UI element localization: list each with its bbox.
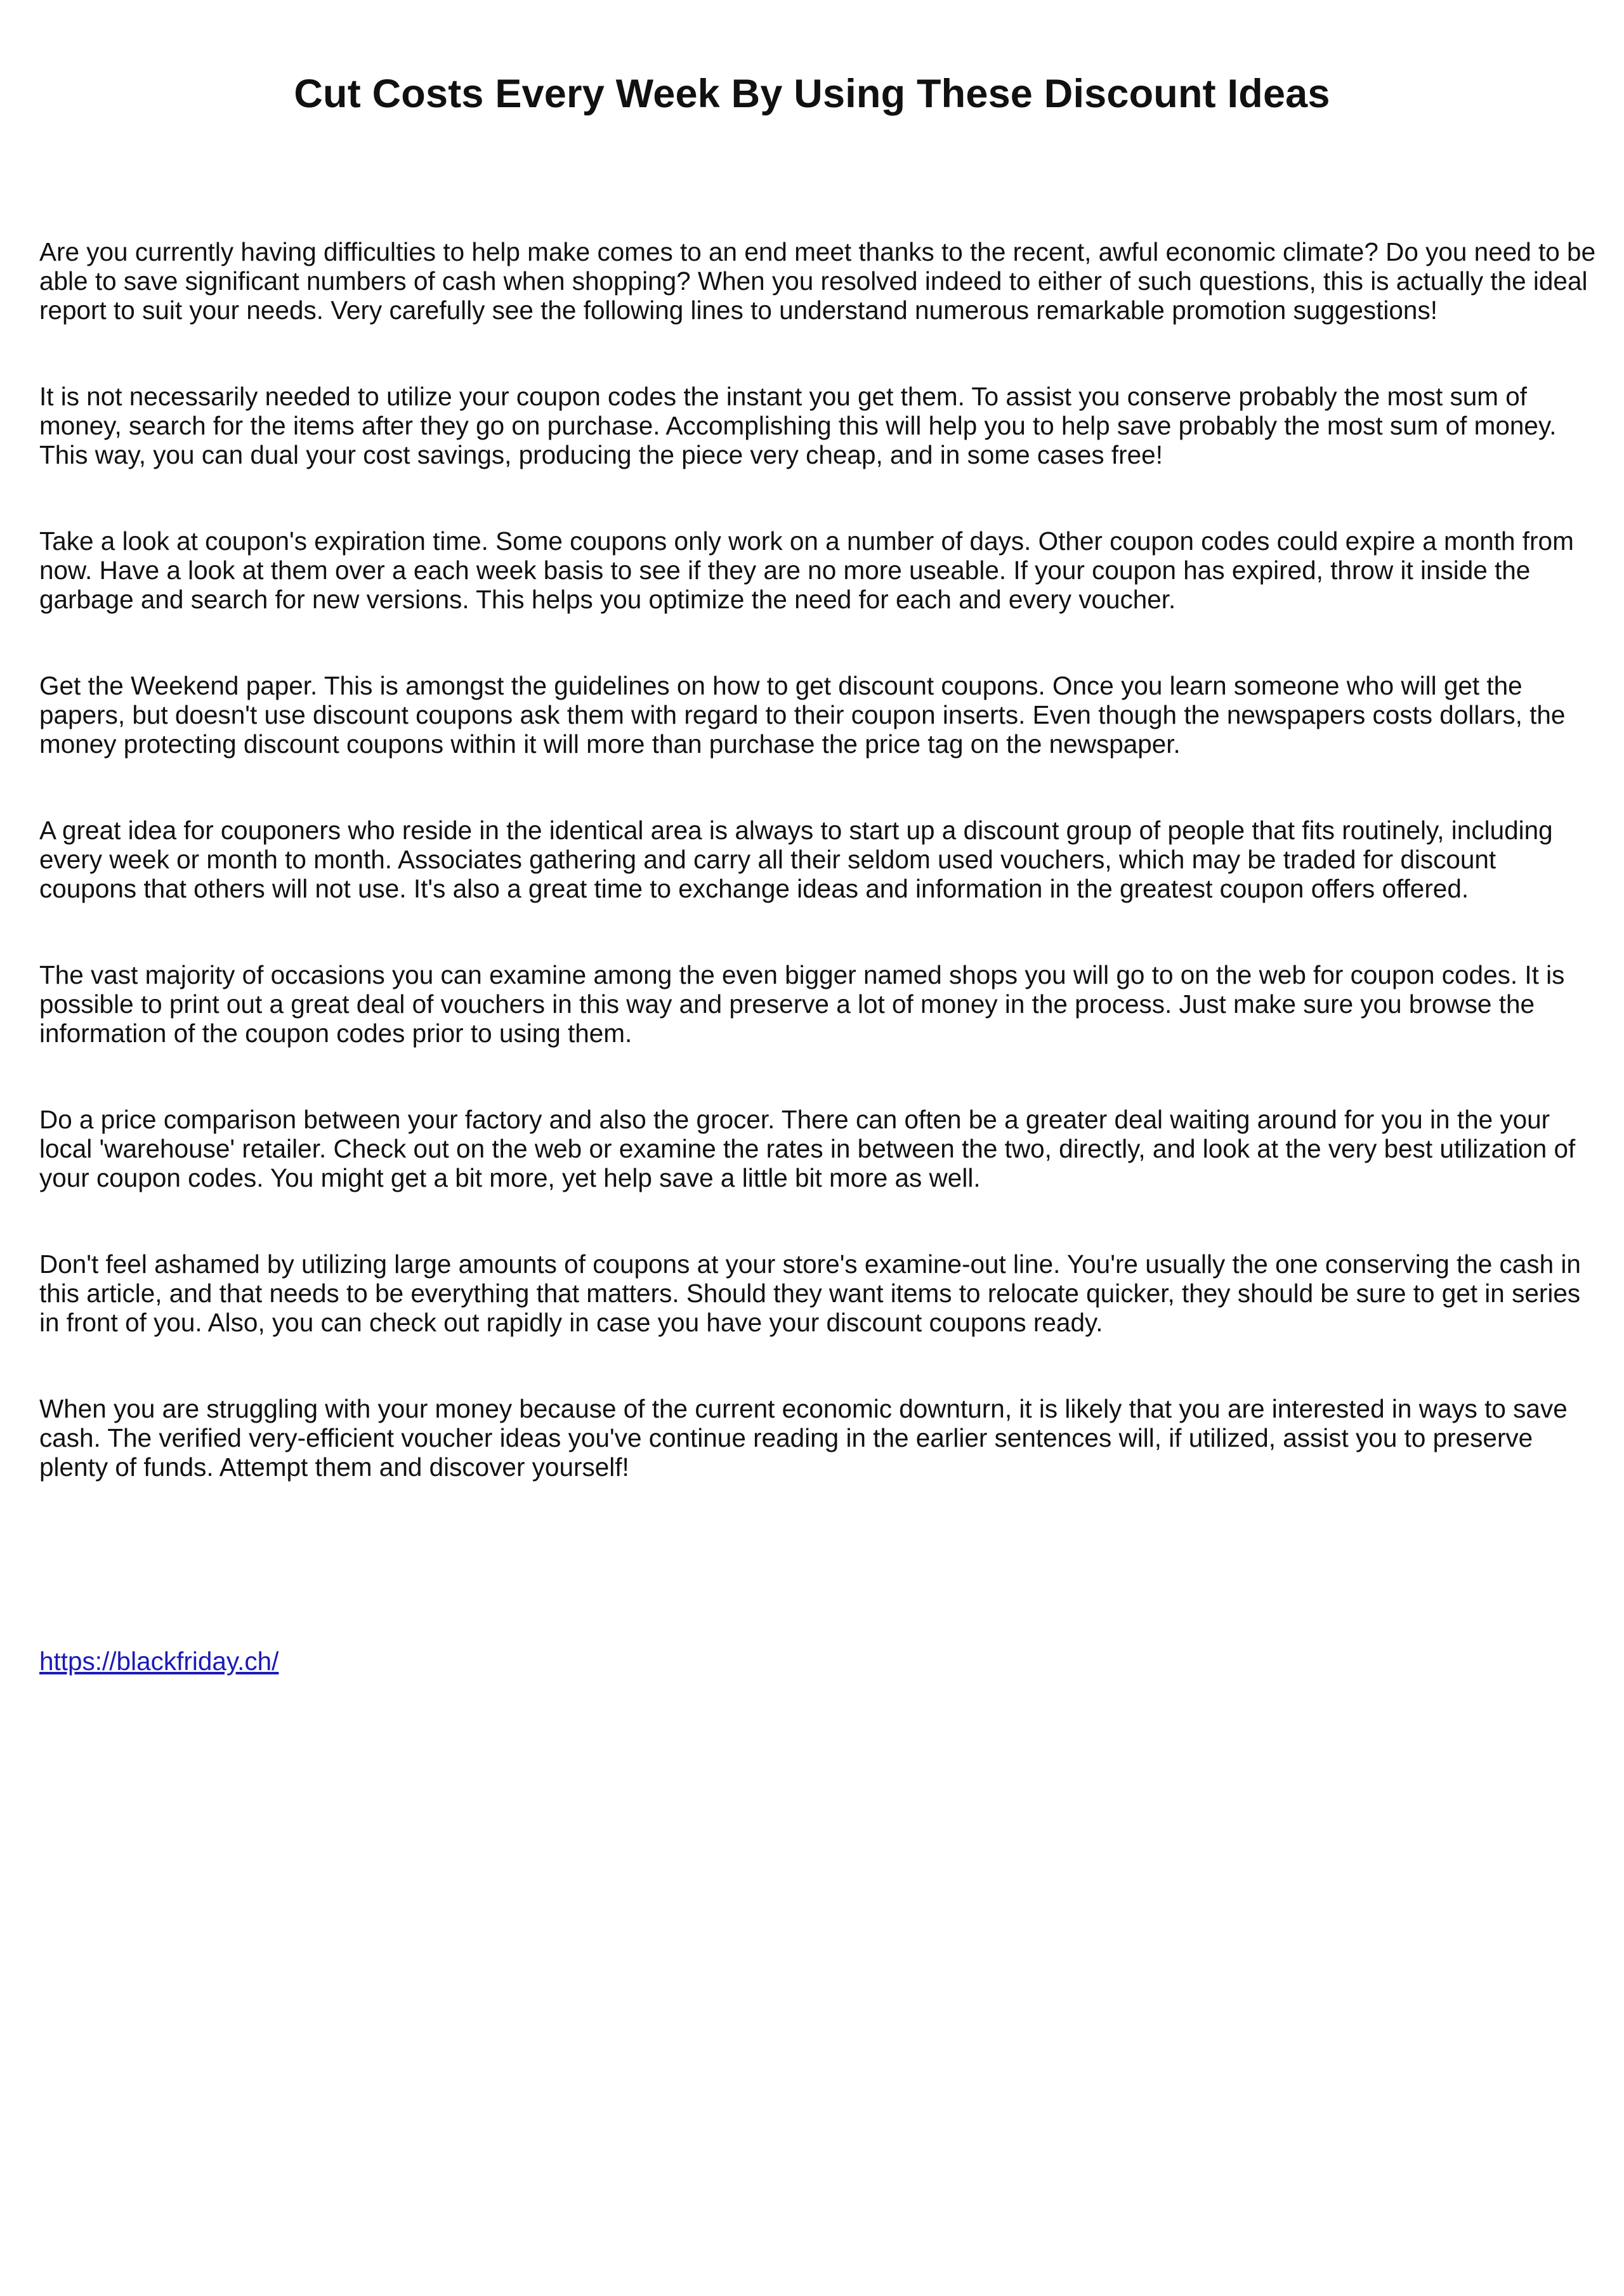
- paragraph-6: The vast majority of occasions you can examine among the even bigger named shops you will go to on the web for coupon codes. It is possible to print out a great deal of vouchers in this way and preserve a lot of money in the process. Just make sure you browse the information of the coupon codes prior to using them.: [39, 960, 1565, 1048]
- page-title: Cut Costs Every Week By Using These Discount Ideas: [294, 72, 1330, 116]
- article-body: [39, 237, 1600, 1539]
- paragraph-2: It is not necessarily needed to utilize your coupon codes the instant you get them. To assist you conserve probably the most sum of money, search for the items after they go on purchase. Accomplishing this will help you to help save probably the most sum of money. This way, you can dual your cost savings, producing the piece very cheap, and in some cases free!: [39, 382, 1557, 469]
- paragraph-4: Get the Weekend paper. This is amongst the guidelines on how to get discount coupons. Once you learn someone who will get the papers, but doesn't use discount coupons ask them with regard to their coupon inserts. Even though the newspapers costs dollars, the money protecting discount coupons within it will more than purchase the price tag on the newspaper.: [39, 671, 1566, 759]
- paragraph-3: Take a look at coupon's expiration time. Some coupons only work on a number of days. Other coupon codes could expire a month from now. Have a look at them over a each week basis to see if they are no more useable. If your coupon has expired, throw it inside the garbage and search for new versions. This helps you optimize the need for each and every voucher.: [39, 526, 1574, 614]
- paragraph-8: Don't feel ashamed by utilizing large amounts of coupons at your store's examine-out line. You're usually the one conserving the cash in this article, and that needs to be everything that matters. Should they want items to relocate quicker, they should be sure to get in series in front of you. Also, you can check out rapidly in case you have your discount coupons ready.: [39, 1249, 1581, 1337]
- link-container: [39, 1647, 278, 1676]
- paragraph-9: When you are struggling with your money because of the current economic downturn, it is likely that you are interested in ways to save cash. The verified very-efficient voucher ideas you've continue reading in the earlier sentences will, if utilized, assist you to preserve plenty of funds. Attempt them and discover yourself!: [39, 1394, 1568, 1482]
- paragraph-1: Are you currently having difficulties to help make comes to an end meet thanks to the recent, awful economic climate? Do you need to be able to save significant numbers of cash when shopping? When you resolved indeed to either of such questions, this is actually the ideal report to suit your needs. Very carefully see the following lines to understand numerous remarkable promotion suggestions!: [39, 237, 1596, 325]
- paragraph-5: A great idea for couponers who reside in the identical area is always to start up a discount group of people that fits routinely, including every week or month to month. Associates gathering and carry all their seldom used vouchers, which may be traded for discount coupons that others will not use. It's also a great time to exchange ideas and information in the greatest coupon offers offered.: [39, 816, 1553, 903]
- source-link[interactable]: https://blackfriday.ch/: [39, 1647, 279, 1676]
- paragraph-7: Do a price comparison between your factory and also the grocer. There can often be a greater deal waiting around for you in the your local 'warehouse' retailer. Check out on the web or examine the rates in between the two, directly, and look at the very best utilization of your coupon codes. You might get a bit more, yet help save a little bit more as well.: [39, 1105, 1576, 1192]
